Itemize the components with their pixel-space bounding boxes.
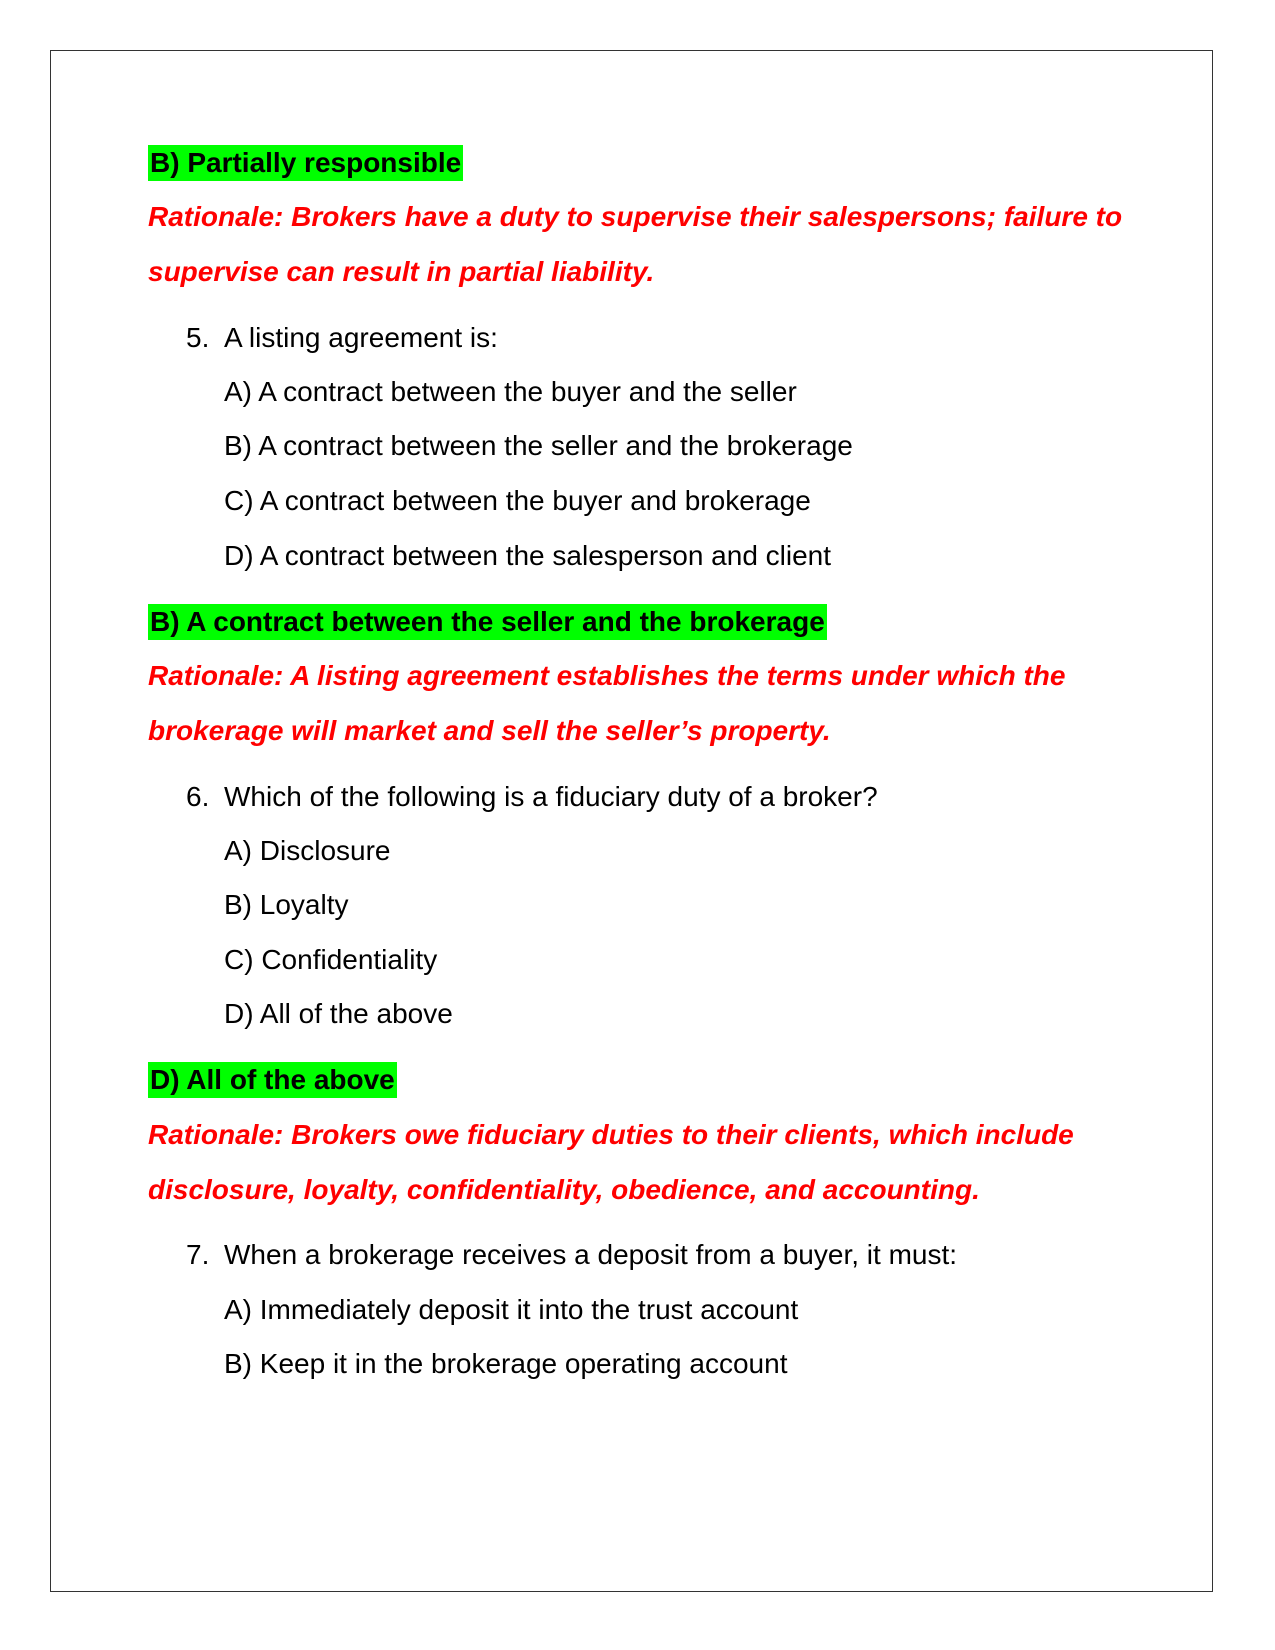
answer-highlight-q6: D) All of the above — [148, 1062, 397, 1098]
question-number: 6. — [186, 781, 210, 812]
q6-option-d: D) All of the above — [224, 998, 453, 1029]
question-number: 7. — [186, 1239, 210, 1270]
q5-option-b: B) A contract between the seller and the brokerage — [224, 430, 853, 461]
rationale-q6-line1: Rationale: Brokers owe fiduciary duties to their clients, which include — [148, 1119, 1074, 1150]
rationale-q6-line2: disclosure, loyalty, confidentiality, obedience, and accounting. — [148, 1174, 980, 1205]
answer-highlight-q5: B) A contract between the seller and the brokerage — [148, 604, 827, 640]
rationale-q5-line2: brokerage will market and sell the seller’s property. — [148, 715, 831, 746]
rationale-q4-line2: supervise can result in partial liability. — [148, 256, 655, 287]
q5-option-a: A) A contract between the buyer and the seller — [224, 376, 797, 407]
q6-option-a: A) Disclosure — [224, 835, 391, 866]
question-text: Which of the following is a fiduciary duty of a broker? — [224, 781, 878, 812]
rationale-q5-line1: Rationale: A listing agreement establishes the terms under which the — [148, 660, 1066, 691]
answer-highlight-q4: B) Partially responsible — [148, 145, 463, 181]
question-number: 5. — [186, 322, 210, 353]
question-text: When a brokerage receives a deposit from a buyer, it must: — [224, 1239, 958, 1270]
question-5 — [186, 320, 498, 356]
q7-option-b: B) Keep it in the brokerage operating account — [224, 1348, 788, 1379]
question-text: A listing agreement is: — [224, 322, 498, 353]
rationale-q4-line1: Rationale: Brokers have a duty to supervise their salespersons; failure to — [148, 201, 1123, 232]
q7-option-a: A) Immediately deposit it into the trust account — [224, 1294, 799, 1325]
q5-option-c: C) A contract between the buyer and brokerage — [224, 485, 811, 516]
question-7 — [186, 1237, 957, 1273]
q6-option-c: C) Confidentiality — [224, 944, 438, 975]
question-6 — [186, 779, 878, 815]
q5-option-d: D) A contract between the salesperson and client — [224, 540, 832, 571]
q6-option-b: B) Loyalty — [224, 889, 349, 920]
